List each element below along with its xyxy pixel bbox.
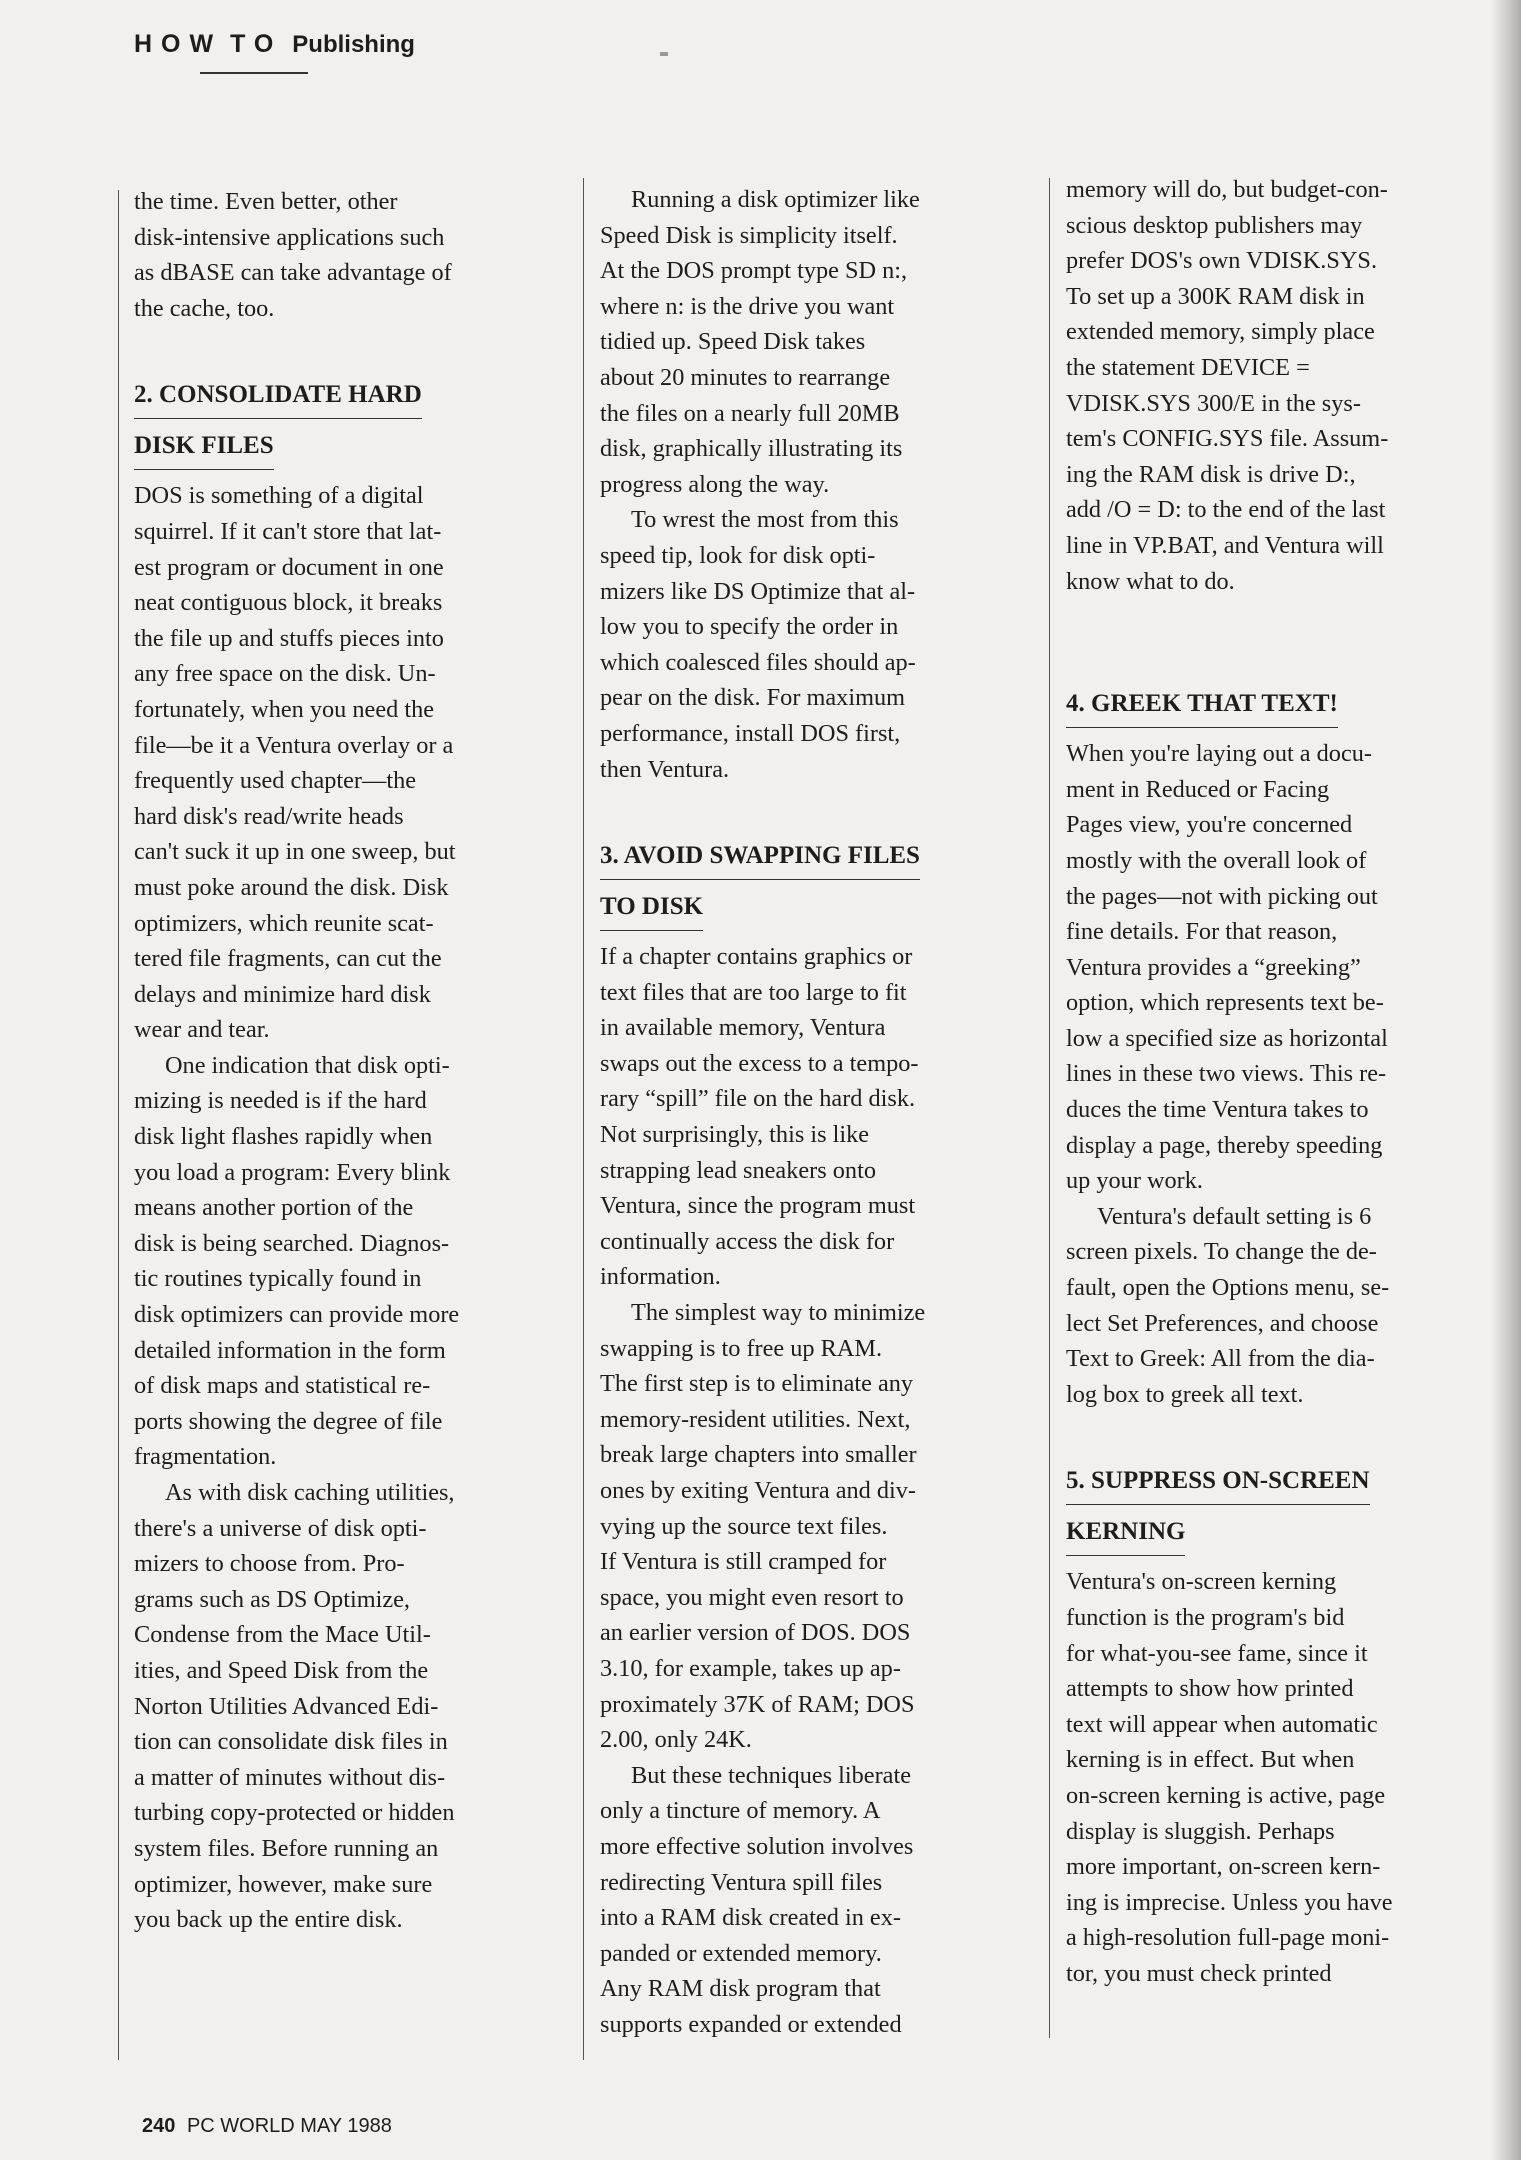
text-line: If a chapter contains graphics or (600, 943, 913, 971)
text-line: tidied up. Speed Disk takes (600, 328, 866, 356)
column-3 (1066, 172, 1466, 1992)
paragraph (1066, 1199, 1466, 1413)
text-line: At the DOS prompt type SD n:, (600, 257, 908, 285)
print-mark (660, 52, 668, 56)
text-line: tion can consolidate disk files in (134, 1728, 448, 1756)
text-line: only a tincture of memory. A (600, 1797, 881, 1825)
text-line: information. (600, 1263, 721, 1291)
text-line: tor, you must check printed (1066, 1959, 1332, 1987)
text-line: progress along the way. (600, 470, 830, 498)
text-line: of disk maps and statistical re- (134, 1372, 431, 1400)
text-line: Speed Disk is simplicity itself. (600, 221, 898, 249)
heading-line: 3. AVOID SWAPPING FILES (600, 837, 920, 880)
text-line: scious desktop publishers may (1066, 211, 1363, 239)
heading-consolidate (134, 376, 534, 478)
text-line: which coalesced files should ap- (600, 648, 916, 676)
text-line: there's a universe of disk opti- (134, 1514, 427, 1542)
text-line: Ventura's default setting is 6 (1097, 1202, 1372, 1230)
paragraph (134, 1475, 534, 1938)
text-line: Text to Greek: All from the dia- (1066, 1345, 1375, 1373)
text-line: 2.00, only 24K. (600, 1726, 752, 1754)
text-line: disk is being searched. Diagnos- (134, 1229, 450, 1257)
column-rule-1 (118, 190, 119, 2060)
spacer (134, 326, 534, 376)
spacer (600, 787, 1000, 837)
text-line: up your work. (1066, 1167, 1203, 1195)
text-line: means another portion of the (134, 1194, 414, 1222)
text-line: swaps out the excess to a tempo- (600, 1049, 919, 1077)
text-line: ment in Reduced or Facing (1066, 775, 1330, 803)
text-line: disk light flashes rapidly when (134, 1123, 433, 1151)
text-line: lect Set Preferences, and choose (1066, 1309, 1379, 1337)
text-line: neat contiguous block, it breaks (134, 589, 443, 617)
text-line: a high-resolution full-page moni- (1066, 1924, 1390, 1952)
text-line: system files. Before running an (134, 1834, 439, 1862)
text-line: duces the time Ventura takes to (1066, 1096, 1369, 1124)
heading-line: 2. CONSOLIDATE HARD (134, 376, 422, 419)
text-line: ports showing the degree of file (134, 1407, 443, 1435)
spacer (1066, 599, 1466, 685)
text-line: squirrel. If it can't store that lat- (134, 517, 442, 545)
column-1 (134, 184, 534, 1938)
text-line: more important, on-screen kern- (1066, 1853, 1381, 1881)
text-line: the pages—not with picking out (1066, 882, 1378, 910)
page-footer (142, 2115, 392, 2138)
text-line: know what to do. (1066, 567, 1235, 595)
text-line: If Ventura is still cramped for (600, 1548, 887, 1576)
text-line: low you to specify the order in (600, 613, 899, 641)
text-line: you back up the entire disk. (134, 1906, 403, 1934)
text-line: Ventura's on-screen kerning (1066, 1568, 1337, 1596)
text-line: about 20 minutes to rearrange (600, 363, 891, 391)
text-line: speed tip, look for disk opti- (600, 541, 876, 569)
text-line: a matter of minutes without dis- (134, 1763, 446, 1791)
page-edge-shadow (1491, 0, 1521, 2160)
text-line: display is sluggish. Perhaps (1066, 1817, 1335, 1845)
column-rule-2 (583, 178, 584, 2060)
text-line: redirecting Ventura spill files (600, 1868, 883, 1896)
text-line: more effective solution involves (600, 1832, 914, 1860)
text-line: Any RAM disk program that (600, 1975, 881, 2003)
text-line: mizers to choose from. Pro- (134, 1550, 405, 1578)
header-section: Publishing (292, 31, 415, 58)
paragraph (600, 1758, 1000, 2043)
text-line: optimizers, which reunite scat- (134, 909, 434, 937)
text-line: When you're laying out a docu- (1066, 740, 1372, 768)
text-line: vying up the source text files. (600, 1512, 888, 1540)
text-line: file—be it a Ventura overlay or a (134, 731, 454, 759)
text-line: rary “spill” file on the hard disk. (600, 1085, 916, 1113)
header-to: TO (230, 30, 283, 58)
text-line: mostly with the overall look of (1066, 846, 1367, 874)
text-line: ing is imprecise. Unless you have (1066, 1888, 1393, 1916)
text-line: But these techniques liberate (631, 1761, 911, 1789)
text-line: text will appear when automatic (1066, 1710, 1378, 1738)
text-line: add /O = D: to the end of the last (1066, 496, 1386, 524)
text-line: an earlier version of DOS. DOS (600, 1619, 911, 1647)
text-line: frequently used chapter—the (134, 767, 417, 795)
text-line: Ventura, since the program must (600, 1192, 916, 1220)
text-line: as dBASE can take advantage of (134, 259, 452, 287)
text-line: Running a disk optimizer like (631, 186, 920, 213)
section-header (134, 30, 415, 59)
text-line: hard disk's read/write heads (134, 802, 404, 830)
text-line: the file up and stuffs pieces into (134, 624, 444, 652)
text-line: supports expanded or extended (600, 2010, 902, 2038)
text-line: you load a program: Every blink (134, 1158, 451, 1186)
text-line: tem's CONFIG.SYS file. Assum- (1066, 425, 1389, 453)
text-line: ing the RAM disk is drive D:, (1066, 460, 1356, 488)
paragraph (1066, 1564, 1466, 1991)
text-line: Norton Utilities Advanced Edi- (134, 1692, 439, 1720)
text-line: optimizer, however, make sure (134, 1870, 433, 1898)
text-line: To wrest the most from this (631, 506, 899, 534)
heading-line: DISK FILES (134, 427, 274, 470)
text-line: memory-resident utilities. Next, (600, 1405, 911, 1433)
text-line: log box to greek all text. (1066, 1380, 1304, 1408)
column-rule-3 (1049, 178, 1050, 2038)
text-line: memory will do, but budget-con- (1066, 176, 1388, 203)
text-line: continually access the disk for (600, 1227, 895, 1255)
text-line: for what-you-see fame, since it (1066, 1639, 1368, 1667)
text-line: The simplest way to minimize (631, 1299, 926, 1327)
heading-kerning (1066, 1462, 1466, 1564)
text-line: fault, open the Options menu, se- (1066, 1274, 1390, 1302)
text-line: mizing is needed is if the hard (134, 1087, 427, 1115)
text-line: mizers like DS Optimize that al- (600, 577, 916, 605)
heading-line: TO DISK (600, 888, 703, 931)
text-line: The first step is to eliminate any (600, 1370, 914, 1398)
text-line: Not surprisingly, this is like (600, 1121, 870, 1149)
text-line: strapping lead sneakers onto (600, 1156, 876, 1184)
heading-line: 4. GREEK THAT TEXT! (1066, 685, 1338, 728)
text-line: proximately 37K of RAM; DOS (600, 1690, 915, 1718)
text-line: Pages view, you're concerned (1066, 811, 1353, 839)
text-line: extended memory, simply place (1066, 318, 1375, 346)
heading-line: KERNING (1066, 1513, 1185, 1556)
text-line: then Ventura. (600, 755, 730, 783)
text-line: option, which represents text be- (1066, 989, 1384, 1017)
text-line: tered file fragments, can cut the (134, 945, 442, 973)
text-line: ones by exiting Ventura and div- (600, 1477, 917, 1504)
text-line: into a RAM disk created in ex- (600, 1904, 901, 1932)
text-line: turbing copy-protected or hidden (134, 1799, 455, 1827)
text-line: kerning is in effect. But when (1066, 1746, 1355, 1774)
text-line: Condense from the Mace Util- (134, 1621, 431, 1649)
text-line: wear and tear. (134, 1016, 270, 1044)
paragraph (600, 502, 1000, 787)
paragraph (1066, 172, 1466, 599)
header-rule (200, 72, 308, 74)
text-line: disk optimizers can provide more (134, 1301, 460, 1329)
text-line: can't suck it up in one sweep, but (134, 838, 456, 866)
text-line: attempts to show how printed (1066, 1675, 1354, 1703)
paragraph (1066, 736, 1466, 1199)
text-line: any free space on the disk. Un- (134, 660, 436, 688)
heading-greek (1066, 685, 1466, 736)
text-line: swapping is to free up RAM. (600, 1334, 883, 1362)
text-line: DOS is something of a digital (134, 482, 424, 510)
page-number: 240 (142, 2115, 176, 2137)
col1-intro (134, 184, 534, 326)
text-line: ities, and Speed Disk from the (134, 1656, 429, 1684)
text-line: VDISK.SYS 300/E in the sys- (1066, 389, 1361, 417)
text-line: the files on a nearly full 20MB (600, 399, 900, 427)
text-line: 3.10, for example, takes up ap- (600, 1654, 901, 1682)
text-line: break large chapters into smaller (600, 1441, 917, 1469)
text-line: screen pixels. To change the de- (1066, 1238, 1377, 1266)
paragraph (134, 478, 534, 1048)
text-line: display a page, thereby speeding (1066, 1131, 1383, 1159)
text-line: low a specified size as horizontal (1066, 1024, 1388, 1052)
text-line: est program or document in one (134, 553, 444, 581)
text-line: the cache, too. (134, 294, 275, 322)
text-line: disk-intensive applications such (134, 223, 445, 251)
column-2 (600, 182, 1000, 2043)
text-line: performance, install DOS first, (600, 719, 901, 747)
text-line: lines in these two views. This re- (1066, 1060, 1387, 1088)
text-line: fine details. For that reason, (1066, 918, 1338, 946)
text-line: One indication that disk opti- (165, 1051, 450, 1079)
text-line: detailed information in the form (134, 1336, 446, 1364)
text-line: disk, graphically illustrating its (600, 435, 903, 463)
text-line: must poke around the disk. Disk (134, 873, 449, 901)
text-line: text files that are too large to fit (600, 978, 907, 1006)
publication-line: PC WORLD MAY 1988 (186, 2115, 392, 2137)
text-line: prefer DOS's own VDISK.SYS. (1066, 247, 1378, 275)
text-line: grams such as DS Optimize, (134, 1585, 410, 1613)
text-line: line in VP.BAT, and Ventura will (1066, 531, 1384, 559)
text-line: the time. Even better, other (134, 188, 398, 215)
paragraph (600, 939, 1000, 1295)
heading-avoid-swapping (600, 837, 1000, 939)
heading-line: 5. SUPPRESS ON-SCREEN (1066, 1462, 1370, 1505)
text-line: function is the program's bid (1066, 1604, 1345, 1631)
paragraph (600, 1295, 1000, 1758)
text-line: in available memory, Ventura (600, 1014, 886, 1042)
text-line: As with disk caching utilities, (165, 1479, 455, 1506)
text-line: on-screen kerning is active, page (1066, 1781, 1386, 1809)
text-line: tic routines typically found in (134, 1265, 422, 1293)
text-line: fragmentation. (134, 1443, 277, 1471)
spacer (1066, 1412, 1466, 1462)
text-line: Ventura provides a “greeking” (1066, 953, 1361, 981)
paragraph (134, 1048, 534, 1475)
text-line: pear on the disk. For maximum (600, 684, 906, 712)
text-line: fortunately, when you need the (134, 695, 435, 723)
text-line: where n: is the drive you want (600, 292, 895, 320)
text-line: space, you might even resort to (600, 1583, 904, 1611)
text-line: delays and minimize hard disk (134, 980, 431, 1008)
header-how: HOW (134, 30, 223, 58)
text-line: panded or extended memory. (600, 1939, 882, 1967)
text-line: the statement DEVICE = (1066, 353, 1310, 381)
paragraph (600, 182, 1000, 502)
text-line: To set up a 300K RAM disk in (1066, 282, 1365, 310)
